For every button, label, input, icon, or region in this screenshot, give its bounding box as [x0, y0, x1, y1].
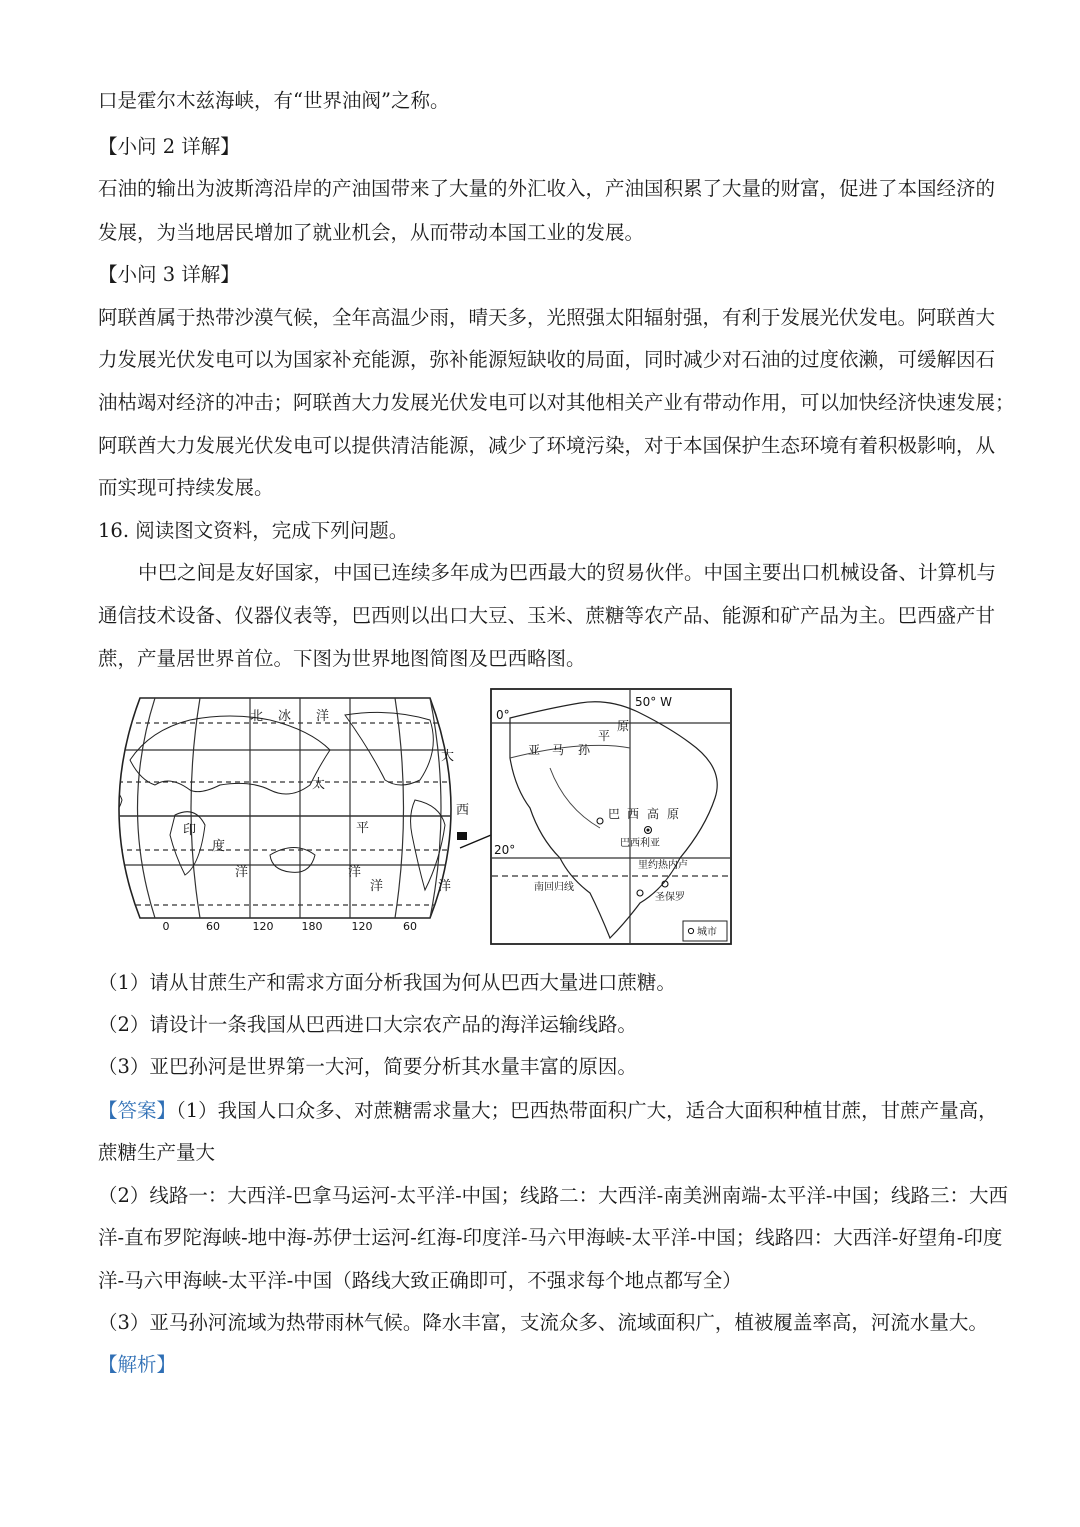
question-2: （2）请设计一条我国从巴西进口大宗农产品的海洋运输线路。 [98, 1013, 637, 1036]
place-label: 亚 [528, 743, 541, 757]
world-map [100, 690, 470, 944]
answer-2-line: （2）线路一：大西洋-巴拿马运河-太平洋-中国；线路二：大西洋-南美洲南端-太平洋-中国；线路三：大西 [98, 1184, 1008, 1207]
ocean-label: 洋 [438, 879, 452, 894]
brazil-map [490, 688, 732, 949]
q3-detail-line: 油枯竭对经济的冲击；阿联酋大力发展光伏发电可以对其他相关产业有带动作用，可以加快经济快速发展； [98, 391, 1015, 414]
place-label: 孙 [578, 743, 591, 757]
q3-detail-heading: 【小问 3 详解】 [98, 263, 240, 286]
longitude-tick: 60 [403, 920, 417, 933]
latitude-label: 0° [496, 708, 510, 722]
q3-detail-line: 力发展光伏发电可以为国家补充能源，弥补能源短缺收的局面，同时减少对石油的过度依濑，可缓解因石 [98, 348, 996, 371]
longitude-tick: 0 [162, 920, 170, 933]
place-label: 高 [647, 807, 660, 821]
longitude-tick: 60 [206, 920, 220, 933]
answer-1-line: 蔗糖生产量大 [98, 1141, 216, 1164]
material-line: 中巴之间是友好国家，中国已连续多年成为巴西最大的贸易伙伴。中国主要出口机械设备、计算机与 [138, 561, 997, 584]
latitude-label: 20° [494, 843, 516, 857]
q2-detail-heading: 【小问 2 详解】 [98, 135, 240, 158]
place-label: 原 [667, 807, 680, 821]
q3-detail-line: 阿联酋属于热带沙漠气候，全年高温少雨，晴天多，光照强太阳辐射强，有利于发展光伏发电。阿联酋大 [98, 306, 996, 329]
place-label: 原 [617, 719, 630, 733]
city-label: 巴西利亚 [620, 838, 660, 849]
answer-1-text: （1）我国人口众多、对蔗糖需求量大；巴西热带面积广大，适合大面积种植甘蔗，甘蔗产量高， [176, 1099, 998, 1122]
analysis-tag: 【解析】 [98, 1353, 177, 1376]
question-3: （3）亚巴孙河是世界第一大河，简要分析其水量丰富的原因。 [98, 1055, 637, 1078]
question-16-title: 16. 阅读图文资料，完成下列问题。 [98, 519, 409, 542]
tropic-label: 南回归线 [534, 882, 574, 893]
longitude-tick: 120 [252, 920, 274, 933]
ocean-label: 西 [456, 803, 470, 818]
city-label: 里约热内卢 [638, 860, 688, 871]
q3-detail-line: 而实现可持续发展。 [98, 476, 274, 499]
question-1: （1）请从甘蔗生产和需求方面分析我国为何从巴西大量进口蔗糖。 [98, 971, 676, 994]
ocean-label: 度 [212, 839, 226, 854]
ocean-label: 平 [356, 821, 370, 836]
material-line: 蔗，产量居世界首位。下图为世界地图简图及巴西略图。 [98, 647, 586, 670]
ocean-label: 太 [312, 777, 326, 792]
longitude-label: 50° W [635, 695, 672, 709]
ocean-label: 印 [183, 823, 197, 838]
answer-1-line [98, 1098, 998, 1124]
longitude-tick: 180 [301, 920, 323, 933]
capital-marker-dot [647, 829, 649, 831]
answer-2-line: 洋-马六甲海峡-太平洋-中国（路线大致正确即可，不强求每个地点都写全） [98, 1269, 742, 1292]
place-label: 马 [552, 743, 565, 757]
q3-detail-line: 阿联酋大力发展光伏发电可以提供清洁能源，减少了环境污染，对于本国保护生态环境有着积极影响，从 [98, 434, 996, 457]
continuation-text: 口是霍尔木兹海峡，有“世界油阀”之称。 [98, 89, 450, 112]
legend-label: 城市 [697, 927, 717, 938]
q2-detail-line: 发展，为当地居民增加了就业机会，从而带动本国工业的发展。 [98, 221, 645, 244]
ocean-label: 洋 [370, 879, 384, 894]
material-line: 通信技术设备、仪器仪表等，巴西则以出口大豆、玉米、蔗糖等农产品、能源和矿产品为主。巴西盛产甘 [98, 604, 996, 627]
ocean-label: 北 [250, 709, 264, 724]
ocean-label: 洋 [316, 709, 330, 724]
ocean-label: 洋 [235, 865, 249, 880]
ocean-label: 冰 [278, 709, 292, 724]
q2-detail-line: 石油的输出为波斯湾沿岸的产油国带来了大量的外汇收入，产油国积累了大量的财富，促进了本国经济的 [98, 177, 996, 200]
ocean-label: 大 [441, 749, 455, 764]
city-label: 圣保罗 [655, 892, 685, 903]
map-frame [119, 698, 451, 918]
longitude-tick: 120 [351, 920, 373, 933]
place-label: 平 [598, 729, 611, 743]
place-label: 巴 [608, 807, 621, 821]
answer-2-line: 洋-直布罗陀海峡-地中海-苏伊士运河-红海-印度洋-马六甲海峡-太平洋-中国；线路四：大西洋-好望角-印度 [98, 1226, 1003, 1249]
ocean-label: 洋 [348, 865, 362, 880]
answer-3-line: （3）亚马孙河流域为热带雨林气候。降水丰富，支流众多、流域面积广，植被履盖率高，河流水量大。 [98, 1311, 988, 1334]
place-label: 西 [627, 807, 640, 821]
answer-tag: 【答案】 [98, 1099, 177, 1122]
